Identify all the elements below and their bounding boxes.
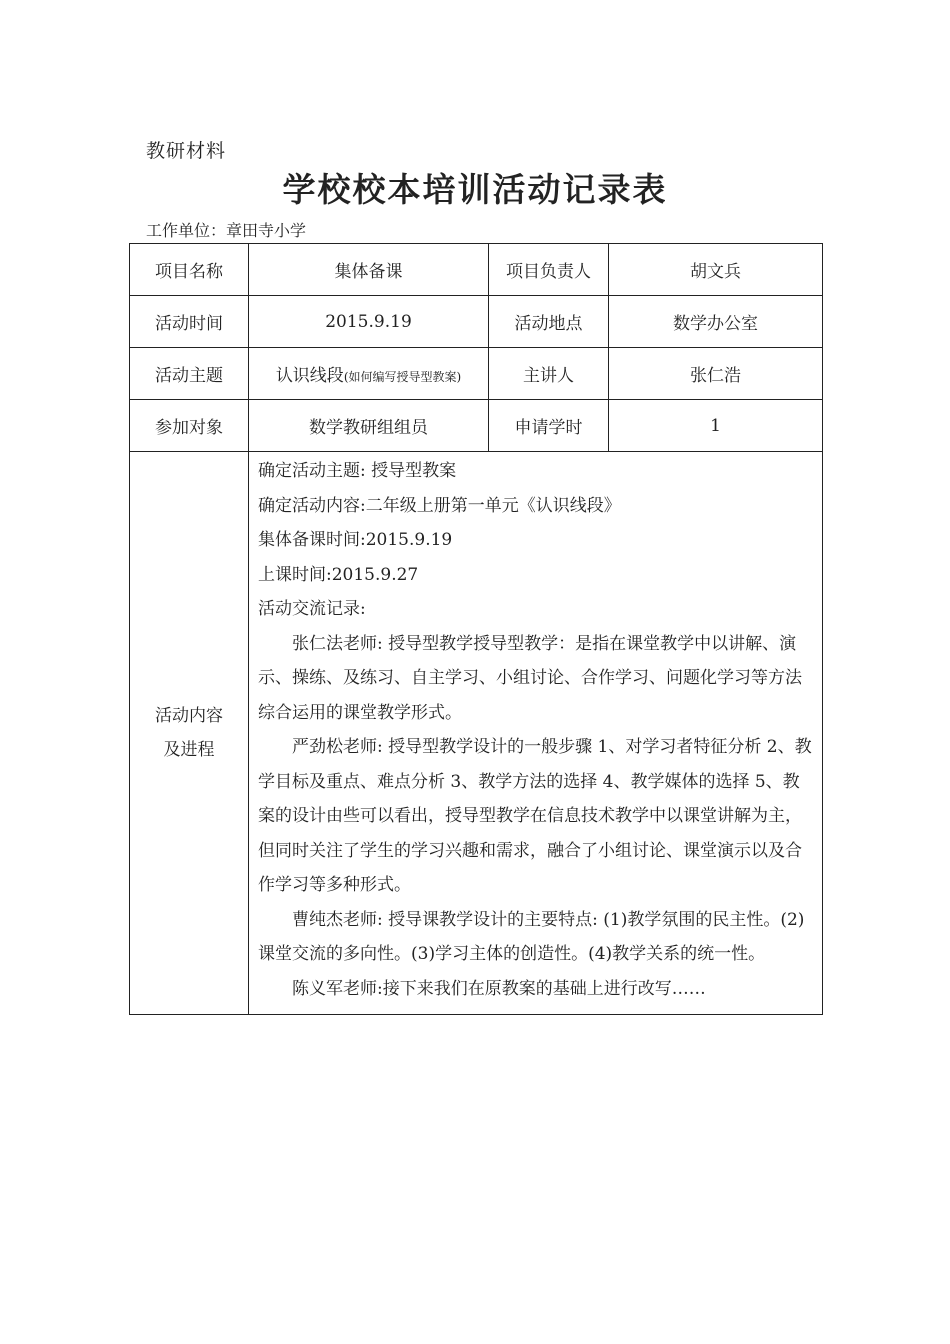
content-line: 上课时间:2015.9.27	[258, 564, 419, 585]
value-project-leader: 胡文兵	[609, 244, 823, 296]
header-label: 教研材料	[146, 140, 227, 162]
document-title: 学校校本培训活动记录表	[282, 170, 668, 209]
table-row	[130, 244, 823, 296]
content-paragraph: 张仁法老师: 授导型教学授导型教学：是指在课堂教学中以讲解、演示、操练、及练习、自主学习、小组讨论、合作学习、问题化学习等方法综合运用的课堂教学形式。	[258, 633, 802, 723]
label-activity-time: 活动时间	[130, 296, 249, 348]
content-paragraph: 陈义军老师:接下来我们在原教案的基础上进行改写……	[292, 978, 706, 999]
value-speaker: 张仁浩	[609, 348, 823, 400]
label-speaker: 主讲人	[489, 348, 609, 400]
label-content-progress	[130, 452, 249, 1015]
label-project-leader: 项目负责人	[489, 244, 609, 296]
content-progress-body	[249, 452, 823, 1015]
content-line: 确定活动主题: 授导型教案	[258, 461, 457, 481]
content-paragraph: 严劲松老师: 授导型教学设计的一般步骤 1、对学习者特征分析 2、教学目标及重点、难点分析 3、教学方法的选择 4、教学媒体的选择 5、教案的设计由些可以看出，授导型教学在信息技术教学中以课堂讲解为主，但同时关注了学生的学习兴趣和需求，融合了小组讨论、课堂演示以及合作学习等多种形式。	[258, 737, 812, 895]
table-row-content	[130, 452, 823, 1015]
label-activity-location: 活动地点	[489, 296, 609, 348]
content-label-line1: 活动内容	[155, 706, 223, 726]
activity-record-table	[129, 243, 823, 1015]
label-project-name: 项目名称	[130, 244, 249, 296]
content-line: 活动交流记录:	[258, 599, 366, 619]
content-line: 确定活动内容:二年级上册第一单元《认识线段》	[258, 495, 621, 516]
value-participants: 数学教研组组员	[249, 400, 489, 452]
content-line: 集体备课时间:2015.9.19	[258, 530, 453, 550]
label-activity-topic: 活动主题	[130, 348, 249, 400]
table-row	[130, 348, 823, 400]
work-unit-line: 工作单位：章田寺小学	[146, 221, 307, 240]
label-participants: 参加对象	[130, 400, 249, 452]
table-row	[130, 400, 823, 452]
value-activity-time: 2015.9.19	[249, 296, 489, 348]
value-project-name: 集体备课	[249, 244, 489, 296]
value-credit-hours: 1	[609, 400, 823, 452]
content-paragraph: 曹纯杰老师: 授导课教学设计的主要特点: (1)教学氛围的民主性。(2)课堂交流的多向性。(3)学习主体的创造性。(4)教学关系的统一性。	[258, 909, 805, 964]
content-label-line2: 及进程	[163, 740, 215, 760]
topic-main-text: 认识线段	[275, 366, 344, 386]
label-credit-hours: 申请学时	[489, 400, 609, 452]
value-activity-topic	[249, 348, 489, 400]
topic-note-text: (如何编写授导型教案)	[343, 370, 462, 384]
table-row	[130, 296, 823, 348]
value-activity-location: 数学办公室	[609, 296, 823, 348]
